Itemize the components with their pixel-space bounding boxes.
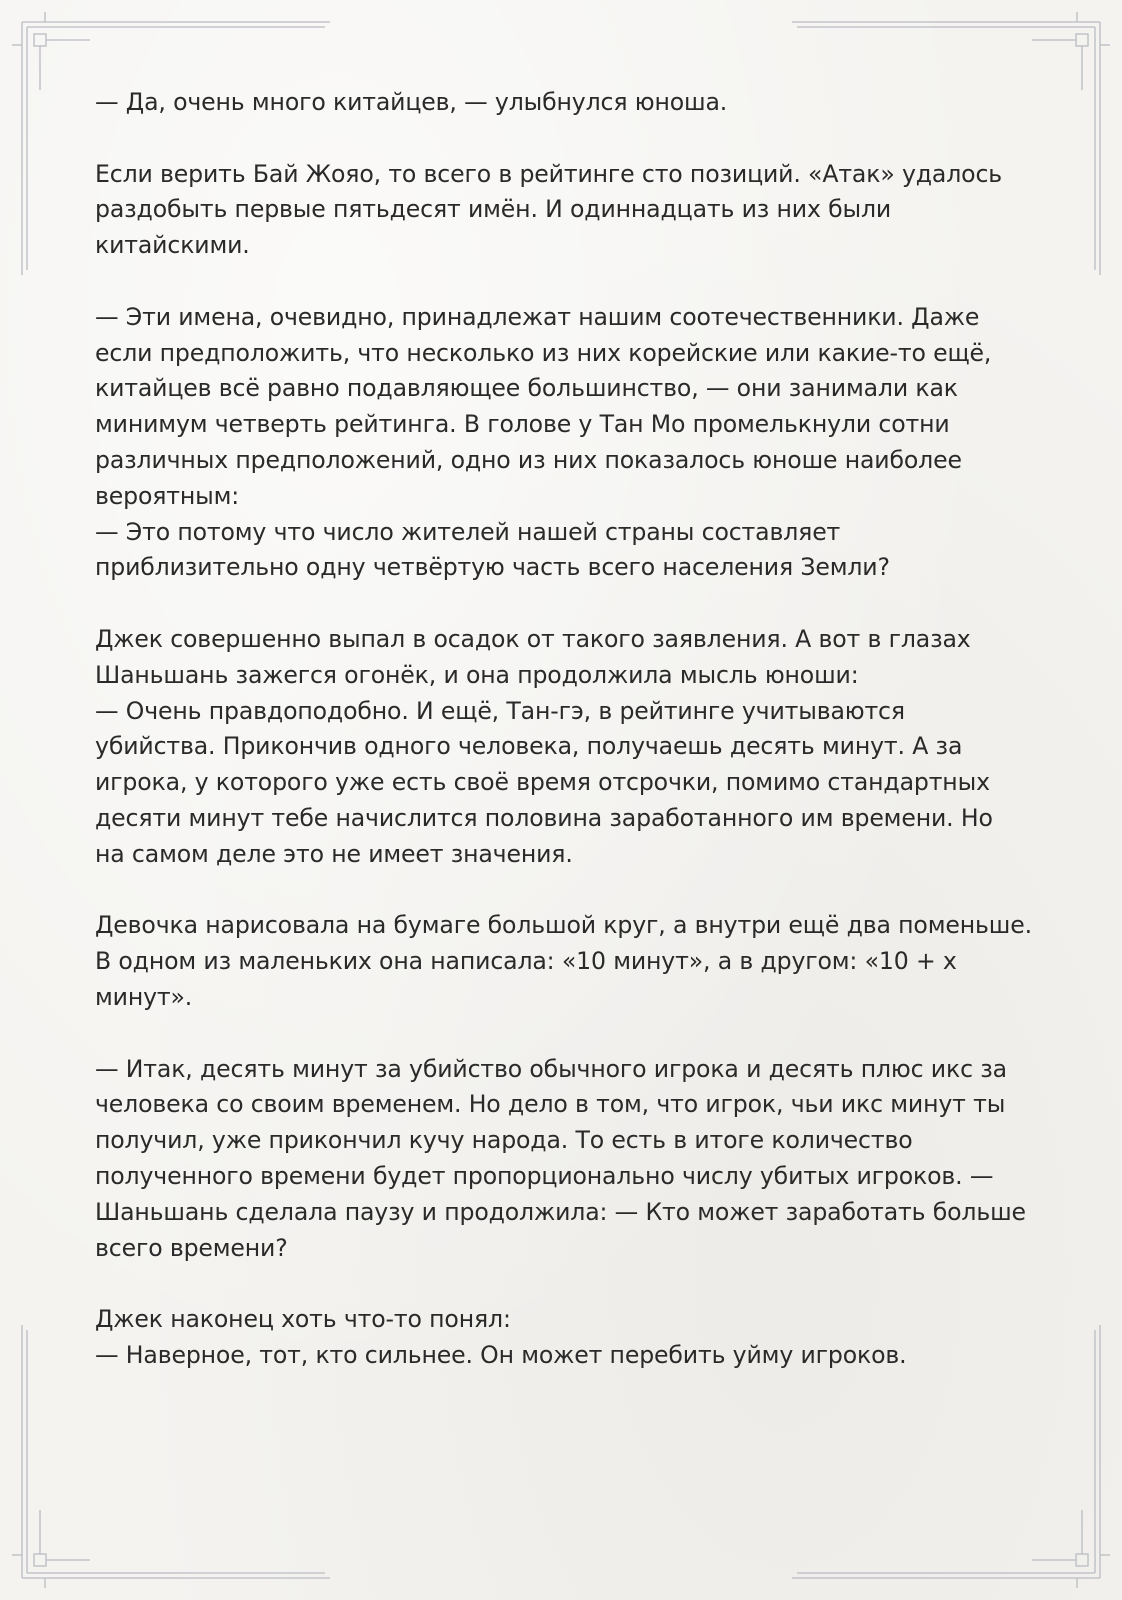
text-line: — Итак, десять минут за убийство обычного игрока и десять плюс икс за (95, 1054, 1007, 1083)
text-line: десяти минут тебе начислится половина заработанного им времени. Но (95, 803, 993, 832)
text-line: китайцев всё равно подавляющее большинство, — они занимали как (95, 374, 958, 403)
paragraph-1 (95, 85, 1035, 121)
paragraph-3 (95, 300, 1035, 586)
text-line: Джек совершенно выпал в осадок от такого заявления. А вот в глазах (95, 624, 971, 653)
text-line: на самом деле это не имеет значения. (95, 839, 573, 868)
text-line: если предположить, что несколько из них корейские или какие-то ещё, (95, 338, 992, 367)
text-line: Девочка нарисовала на бумаге большой круг, а внутри ещё два поменьше. (95, 911, 1032, 940)
paragraph-6 (95, 1052, 1035, 1267)
text-line: — Да, очень много китайцев, — улыбнулся юноша. (95, 88, 728, 116)
text-line: получил, уже прикончил кучу народа. То есть в итоге количество (95, 1126, 913, 1155)
text-line: различных предположений, одно из них показалось юноше наиболее (95, 445, 962, 474)
text-line: Если верить Бай Жояо, то всего в рейтинге сто позиций. «Атак» удалось (95, 159, 1003, 188)
text-line: В одном из маленьких она написала: «10 минут», а в другом: «10 + х (95, 947, 957, 976)
text-line: раздобыть первые пятьдесят имён. И одиннадцать из них были (95, 195, 892, 224)
text-line: — Это потому что число жителей нашей страны составляет (95, 517, 841, 546)
text-line: Шаньшань сделала паузу и продолжила: — Кто может заработать больше (95, 1197, 1026, 1226)
text-line: убийства. Прикончив одного человека, получаешь десять минут. А за (95, 732, 963, 761)
text-line: Джек наконец хоть что-то понял: (95, 1305, 511, 1334)
text-line: приблизительно одну четвёртую часть всего населения Земли? (95, 553, 890, 582)
paragraph-5 (95, 908, 1035, 1015)
paragraph-7 (95, 1302, 1035, 1374)
text-line: Шаньшань зажегся огонёк, и она продолжила мысль юноши: (95, 660, 859, 689)
paragraph-4 (95, 622, 1035, 873)
text-line: игрока, у которого уже есть своё время отсрочки, помимо стандартных (95, 768, 990, 797)
text-line: китайскими. (95, 231, 250, 260)
text-line: вероятным: (95, 481, 240, 510)
text-line: минут». (95, 982, 193, 1011)
text-line: всего времени? (95, 1233, 288, 1262)
text-line: минимум четверть рейтинга. В голове у Тан Мо промелькнули сотни (95, 410, 950, 439)
text-line: — Эти имена, очевидно, принадлежат нашим соотечественники. Даже (95, 302, 980, 331)
text-line: — Наверное, тот, кто сильнее. Он может перебить уйму игроков. (95, 1340, 907, 1369)
text-line: полученного времени будет пропорционально числу убитых игроков. — (95, 1161, 994, 1190)
document-text (95, 85, 1035, 1409)
text-line: человека со своим временем. Но дело в том, что игрок, чьи икс минут ты (95, 1090, 1006, 1119)
text-line: — Очень правдоподобно. И ещё, Тан-гэ, в рейтинге учитываются (95, 696, 905, 725)
paragraph-2 (95, 157, 1035, 264)
